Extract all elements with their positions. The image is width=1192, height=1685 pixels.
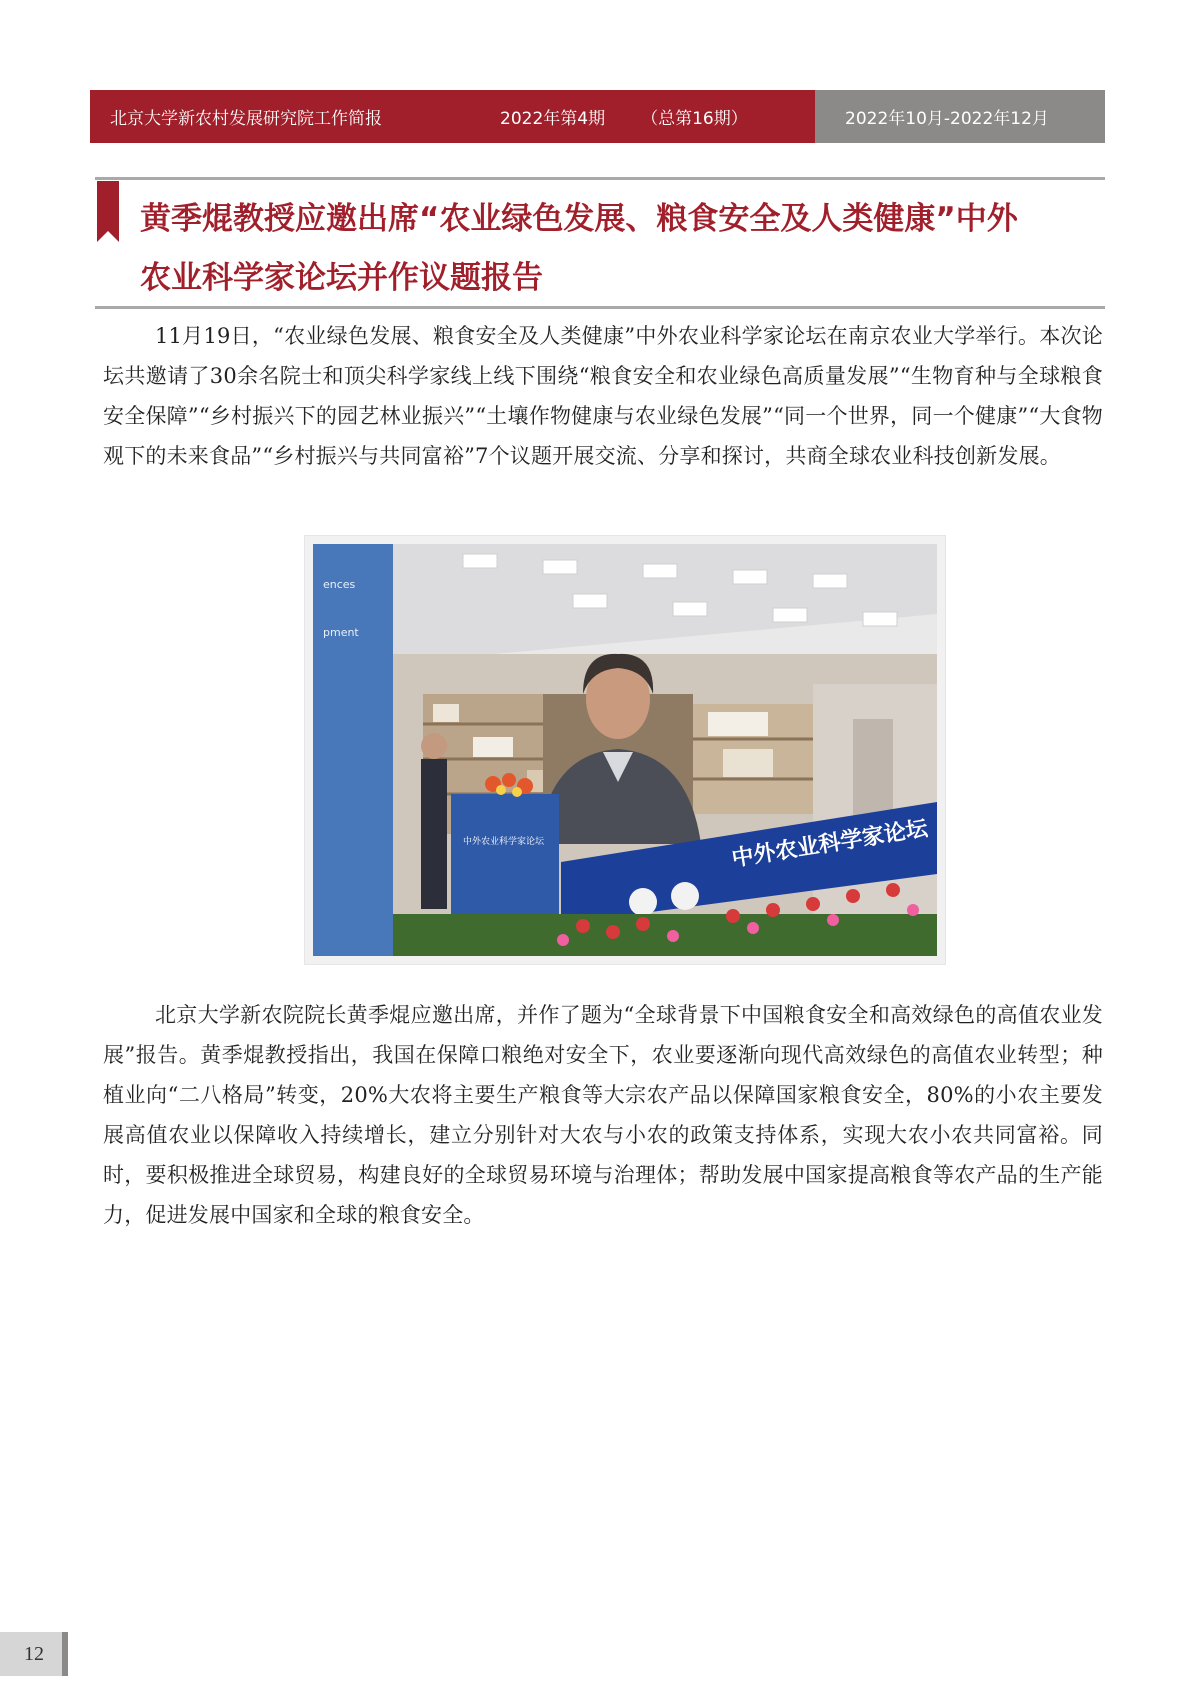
header-issue: 2022年第4期 [500,109,606,129]
screen-text-2: pment [323,626,359,639]
page-number-tab [62,1632,68,1676]
article-title-line-2: 农业科学家论坛并作议题报告 [140,260,543,296]
article-title-line-1: 黄季焜教授应邀出席“农业绿色发展、粮食安全及人类健康”中外 [140,201,1018,237]
banner-text: 中外农业科学家论坛 [730,816,930,872]
forum-photo [304,535,946,965]
header-left-band [90,90,815,143]
header-total-issue: （总第16期） [641,109,748,129]
running-header [90,90,1105,143]
title-top-rule [95,177,1105,180]
body-paragraph-1: 11月19日，“农业绿色发展、粮食安全及人类健康”中外农业科学家论坛在南京农业大学举行。本次论坛共邀请了30余名院士和顶尖科学家线上线下围绕“粮食安全和农业绿色高质量发展”“生物育种与全球粮食安全保障”“乡村振兴下的园艺林业振兴”“土壤作物健康与农业绿色发展”“同一个世界，同一个健康”“大食物观下的未来食品”“乡村振兴与共同富裕”7个议题开展交流、分享和探讨，共商全球农业科技创新发展。 [103,324,1103,468]
header-publication-title: 北京大学新农村发展研究院工作简报 [110,109,382,129]
page-number: 12 [0,1632,68,1676]
podium-text: 中外农业科学家论坛 [463,837,545,847]
screen-text-1: ences [323,578,356,591]
title-bottom-rule [95,306,1105,309]
bookmark-ribbon-icon [97,181,119,242]
forum-photo-illustration [313,544,937,956]
header-right-band [815,90,1105,143]
header-period: 2022年10月-2022年12月 [845,109,1049,129]
body-paragraph-2: 北京大学新农院院长黄季焜应邀出席，并作了题为“全球背景下中国粮食安全和高效绿色的高值农业发展”报告。黄季焜教授指出，我国在保障口粮绝对安全下，农业要逐渐向现代高效绿色的高值农业转型；种植业向“二八格局”转变，20%大农将主要生产粮食等大宗农产品以保障国家粮食安全，80%的小农主要发展高值农业以保障收入持续增长，建立分别针对大农与小农的政策支持体系，实现大农小农共同富裕。同时，要积极推进全球贸易，构建良好的全球贸易环境与治理体；帮助发展中国家提高粮食等农产品的生产能力，促进发展中国家和全球的粮食安全。 [103,1003,1103,1227]
article-title [140,190,1080,308]
